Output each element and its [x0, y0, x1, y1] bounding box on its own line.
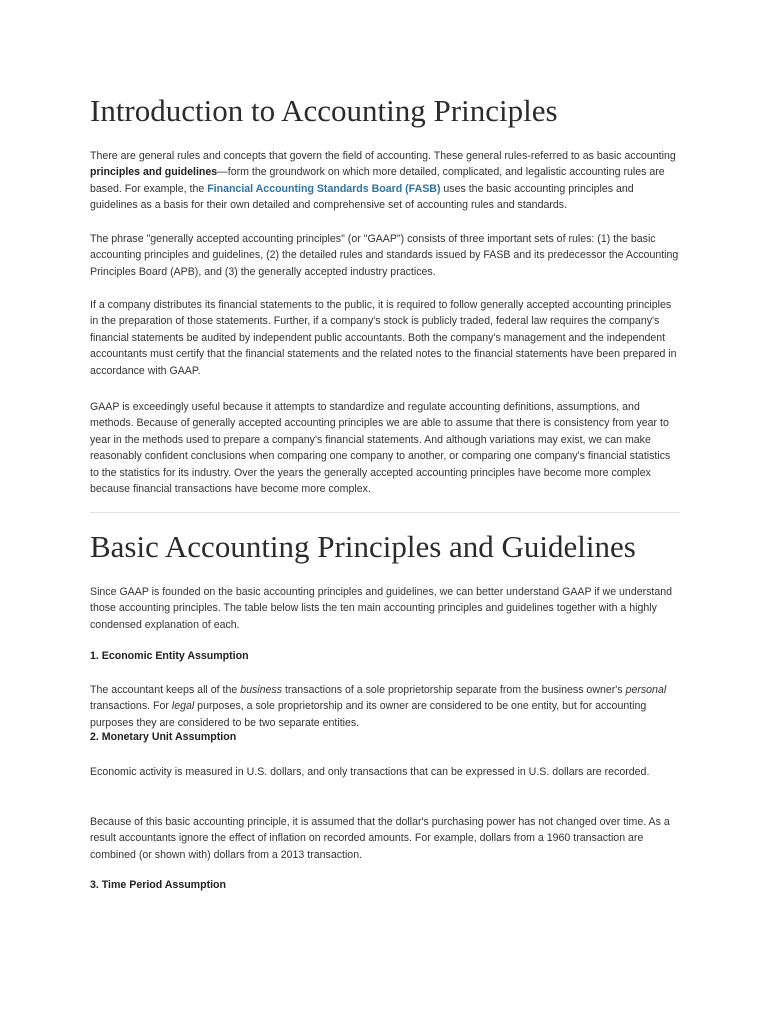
- bold-term: principles and guidelines: [90, 166, 218, 179]
- text-run: transactions of a sole proprietorship separate from the business owner's: [282, 684, 626, 696]
- item-paragraph-2b: Because of this basic accounting principle, it is assumed that the dollar's purchasing power has not changed over time. As a result accountants ignore the effect of inflation on recorded amounts. For example, dollars from a 1960 transaction are combined (or shown with) dollars from a 2013 transaction.: [90, 816, 670, 861]
- fasb-link[interactable]: Financial Accounting Standards Board (FASB): [207, 182, 441, 195]
- text-run: purposes, a sole proprietorship and its owner are considered to be one entity, but for accounting purposes they are considered to be two separate entities.: [90, 700, 647, 729]
- intro-paragraph-4: GAAP is exceedingly useful because it attempts to standardize and regulate accounting definitions, assumptions, and methods. Because of generally accepted accounting principles we are able to assume that there is consistency from year to year in the methods used to prepare a company's financial statements. And although variations may exist, we can make reasonably confident conclusions when comparing one company to another, or comparing one company's financial statistics to the statistics for its industry. Over the years the generally accepted accounting principles have become more complex because financial transactions have become more complex.: [90, 401, 671, 496]
- intro-paragraph-2: The phrase "generally accepted accounting principles" (or "GAAP") consists of three important sets of rules: (1) the basic accounting principles and guidelines, (2) the detailed rules and standards issued by FASB and its predecessor the Accounting Principles Board (APB), and (3) the generally accepted industry practices.: [90, 233, 679, 278]
- text-run: transactions. For: [90, 700, 172, 713]
- text-run: uses the basic accounting principles and guidelines as a basis for their own detailed and comprehensive set of accounting rules and standards.: [90, 182, 634, 212]
- italic-term: business: [240, 684, 282, 696]
- text-run: There are general rules and concepts that govern the field of accounting. These general rules-referred to as basic accounting: [90, 150, 676, 162]
- item-paragraph-2a: Economic activity is measured in U.S. dollars, and only transactions that can be expressed in U.S. dollars are recorded.: [90, 766, 650, 778]
- section-title-basic: Basic Accounting Principles and Guidelines: [90, 529, 636, 564]
- italic-term: legal: [171, 700, 195, 713]
- basic-intro-paragraph: Since GAAP is founded on the basic accounting principles and guidelines, we can better understand GAAP if we understand those accounting principles. The table below lists the ten main accounting principles and guidelines together with a highly condensed explanation of each.: [90, 586, 673, 631]
- item-paragraph-1: [90, 682, 682, 731]
- section-divider: [90, 512, 680, 513]
- section-title-intro: Introduction to Accounting Principles: [90, 93, 558, 128]
- intro-paragraph-1: [90, 148, 682, 214]
- text-run: The accountant keeps all of the: [90, 684, 241, 696]
- text-run: —form the groundwork on which more detailed, complicated, and legalistic accounting rules are based. For example, the: [90, 166, 665, 195]
- intro-paragraph-3: If a company distributes its financial statements to the public, it is required to follow generally accepted accounting principles in the preparation of those statements. Further, if a company's stock is publicly traded, federal law requires the company's financial statements be audited by independent public accountants. Both the company's management and the independent accountants must certify that the financial statements and the related notes to the financial statements have been prepared in accordance with GAAP.: [90, 299, 677, 377]
- item-heading-3: 3. Time Period Assumption: [90, 879, 226, 891]
- item-heading-1: 1. Economic Entity Assumption: [90, 650, 249, 662]
- item-heading-2: 2. Monetary Unit Assumption: [90, 731, 237, 743]
- italic-term: personal: [625, 684, 667, 696]
